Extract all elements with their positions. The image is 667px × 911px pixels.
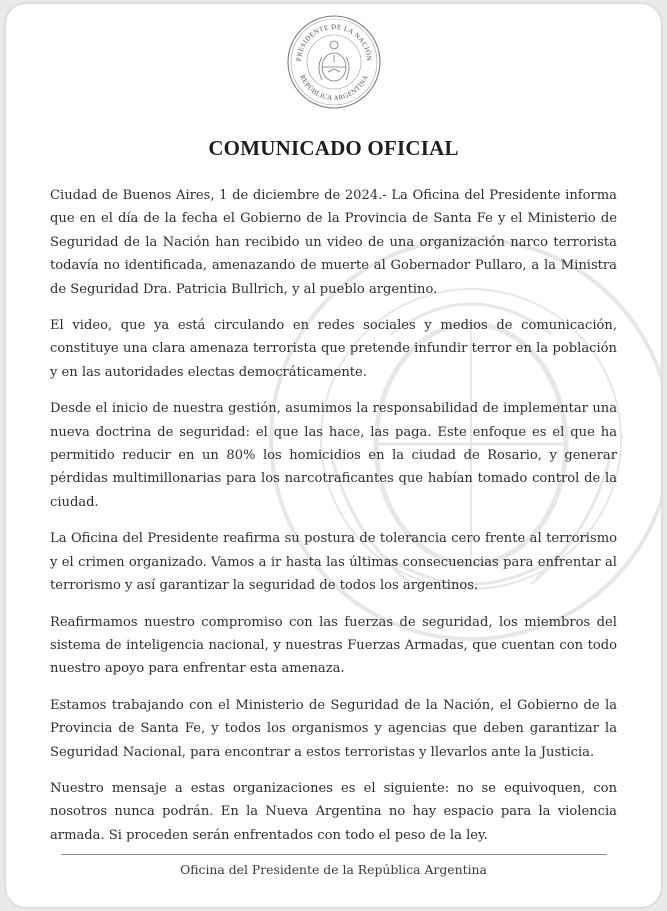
document-page xyxy=(6,4,661,907)
footer-divider xyxy=(61,854,607,855)
seal-top-text: PRESIDENTE DE LA NACIÓN xyxy=(294,22,374,62)
presidential-seal-icon xyxy=(284,12,384,112)
paragraph-6: Estamos trabajando con el Ministerio de Seguridad de la Nación, el Gobierno de la Provincia de Santa Fe, y todos los organismos y agencias que deben garantizar la Seguridad Nacional, para encontrar a estos terroristas y llevarlos ante la Justicia. xyxy=(50,697,617,760)
paragraph-5: Reafirmamos nuestro compromiso con las fuerzas de seguridad, los miembros del sistema de inteligencia nacional, y nuestras Fuerzas Armadas, que cuentan con todo nuestro apoyo para enfrentar esta amenaza. xyxy=(50,614,617,677)
svg-text:REPÚBLICA ARGENTINA xyxy=(298,74,370,102)
paragraph-1: Ciudad de Buenos Aires, 1 de diciembre de 2024.- La Oficina del Presidente informa que en el día de la fecha el Gobierno de la Provincia de Santa Fe y el Ministerio de Seguridad de la Nación han recibido un video de una organización narco terrorista todavía no identificada, amenazando de muerte al Gobernador Pullaro, a la Ministra de Seguridad Dra. Patricia Bullrich, y al pueblo argentino. xyxy=(50,188,617,297)
paragraph-2: El video, que ya está circulando en redes sociales y medios de comunicación, constituye una clara amenaza terrorista que pretende infundir terror en la población y en las autoridades electas democráticamente. xyxy=(50,318,617,380)
document-footer: Oficina del Presidente de la República Argentina xyxy=(180,862,487,877)
paragraph-3: Desde el inicio de nuestra gestión, asumimos la responsabilidad de implementar una nueva doctrina de seguridad: el que las hace, las paga. Este enfoque es el que ha permitido reducir en un 80% los homicidios en la ciudad de Rosario, y generar pérdidas multimillonarias para los narcotraficantes que habían tomado control de la ciudad. xyxy=(50,401,617,510)
document-title: COMUNICADO OFICIAL xyxy=(208,136,459,160)
document-body xyxy=(50,184,617,860)
paragraph-4: La Oficina del Presidente reafirma su postura de tolerancia cero frente al terrorismo y el crimen organizado. Vamos a ir hasta las últimas consecuencias para enfrentar al terrorismo y así garantizar la seguridad de todos los argentinos. xyxy=(50,531,617,594)
paragraph-7: Nuestro mensaje a estas organizaciones es el siguiente: no se equivoquen, con nosotros nunca podrán. En la Nueva Argentina no hay espacio para la violencia armada. Si proceden serán enfrentados con todo el peso de la ley. xyxy=(50,780,617,843)
seal-bottom-text: REPÚBLICA ARGENTINA xyxy=(298,73,370,103)
